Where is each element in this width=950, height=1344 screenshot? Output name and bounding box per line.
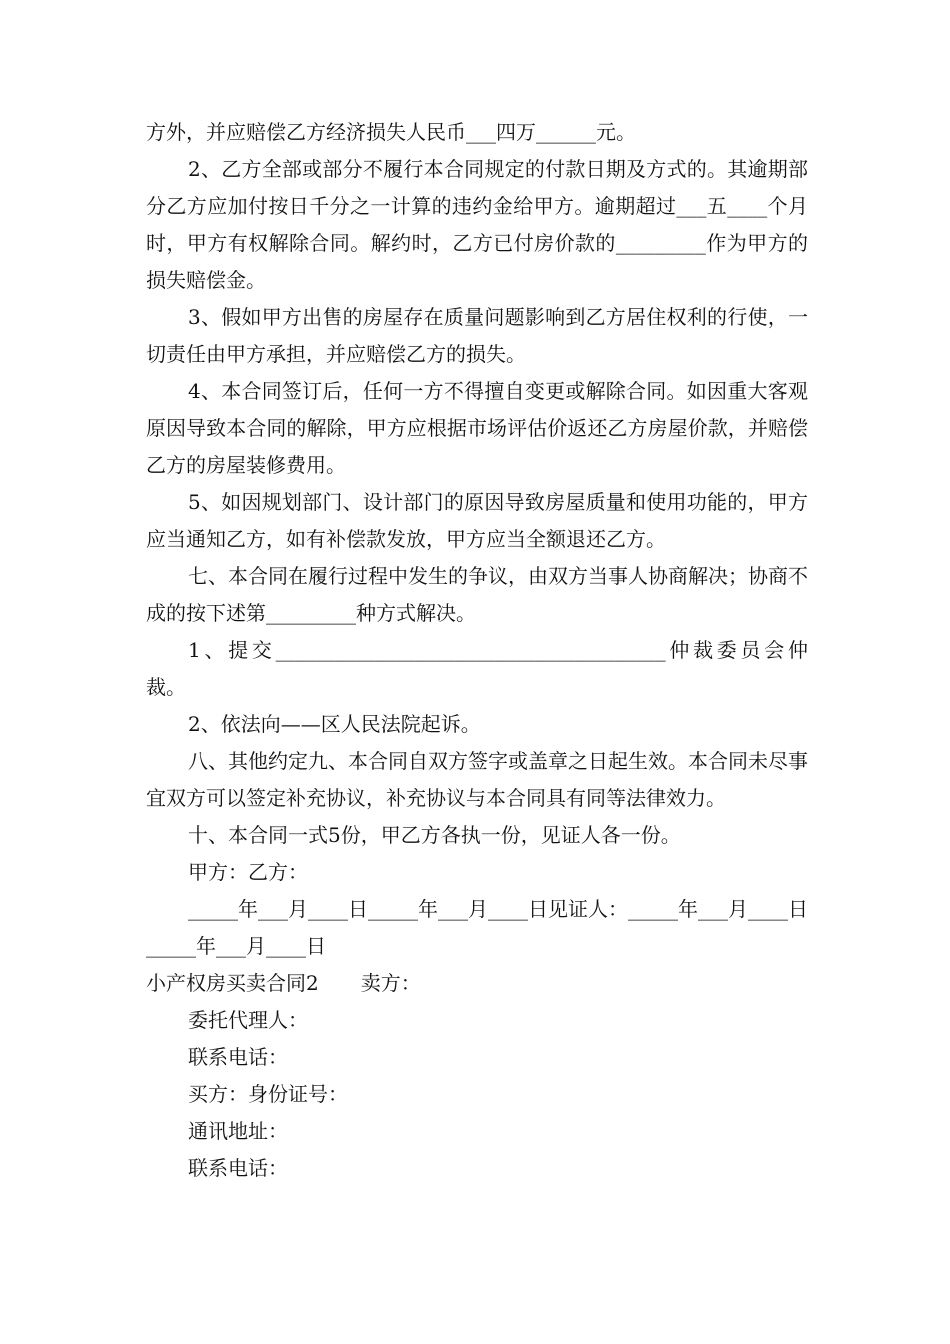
paragraph-court: 2、依法向——区人民法院起诉。 bbox=[188, 712, 481, 736]
paragraph-article-7: 七、本合同在履行过程中发生的争议，由双方当事人协商解决；协商不成的按下述第_________种方式解决。 bbox=[146, 564, 808, 625]
document-body bbox=[146, 114, 808, 1187]
paragraph-clause-4: 4、本合同签订后，任何一方不得擅自变更或解除合同。如因重大客观原因导致本合同的解除，甲方应根据市场评估价返还乙方房屋价款，并赔偿乙方的房屋装修费用。 bbox=[146, 379, 808, 477]
paragraph-arbitration: 1、提交_______________________________________仲裁委员会仲裁。 bbox=[146, 638, 808, 699]
seller-label: 卖方： bbox=[360, 971, 421, 995]
field-agent: 委托代理人： bbox=[188, 1008, 308, 1032]
paragraph-clause-3: 3、假如甲方出售的房屋存在质量问题影响到乙方居住权利的行使，一切责任由甲方承担，并应赔偿乙方的损失。 bbox=[146, 305, 808, 366]
section-heading bbox=[146, 965, 808, 1002]
field-phone: 联系电话： bbox=[188, 1045, 288, 1069]
signature-parties: 甲方：乙方： bbox=[188, 860, 308, 884]
paragraph-article-8-9: 八、其他约定九、本合同自双方签字或盖章之日起生效。本合同未尽事宜双方可以签定补充协议，补充协议与本合同具有同等法律效力。 bbox=[146, 749, 808, 810]
paragraph-clause-5: 5、如因规划部门、设计部门的原因导致房屋质量和使用功能的，甲方应当通知乙方，如有补偿款发放，甲方应当全额退还乙方。 bbox=[146, 490, 808, 551]
field-buyer-id: 买方：身份证号： bbox=[188, 1082, 348, 1106]
paragraph-article-10: 十、本合同一式5份，甲乙方各执一份，见证人各一份。 bbox=[188, 823, 681, 847]
paragraph-compensation-continued: 方外，并应赔偿乙方经济损失人民币___四万______元。 bbox=[146, 120, 636, 144]
signature-dates: _____年___月____日_____年___月____日见证人：_____年___月____日_____年___月____日 bbox=[146, 897, 808, 958]
field-phone-2: 联系电话： bbox=[188, 1156, 288, 1180]
field-address: 通讯地址： bbox=[188, 1119, 288, 1143]
contract-2-title: 小产权房买卖合同2 bbox=[146, 971, 319, 995]
paragraph-clause-2: 2、乙方全部或部分不履行本合同规定的付款日期及方式的。其逾期部分乙方应加付按日千分之一计算的违约金给甲方。逾期超过___五____个月时，甲方有权解除合同。解约时，乙方已付房价款的_________作为甲方的损失赔偿金。 bbox=[146, 157, 808, 292]
